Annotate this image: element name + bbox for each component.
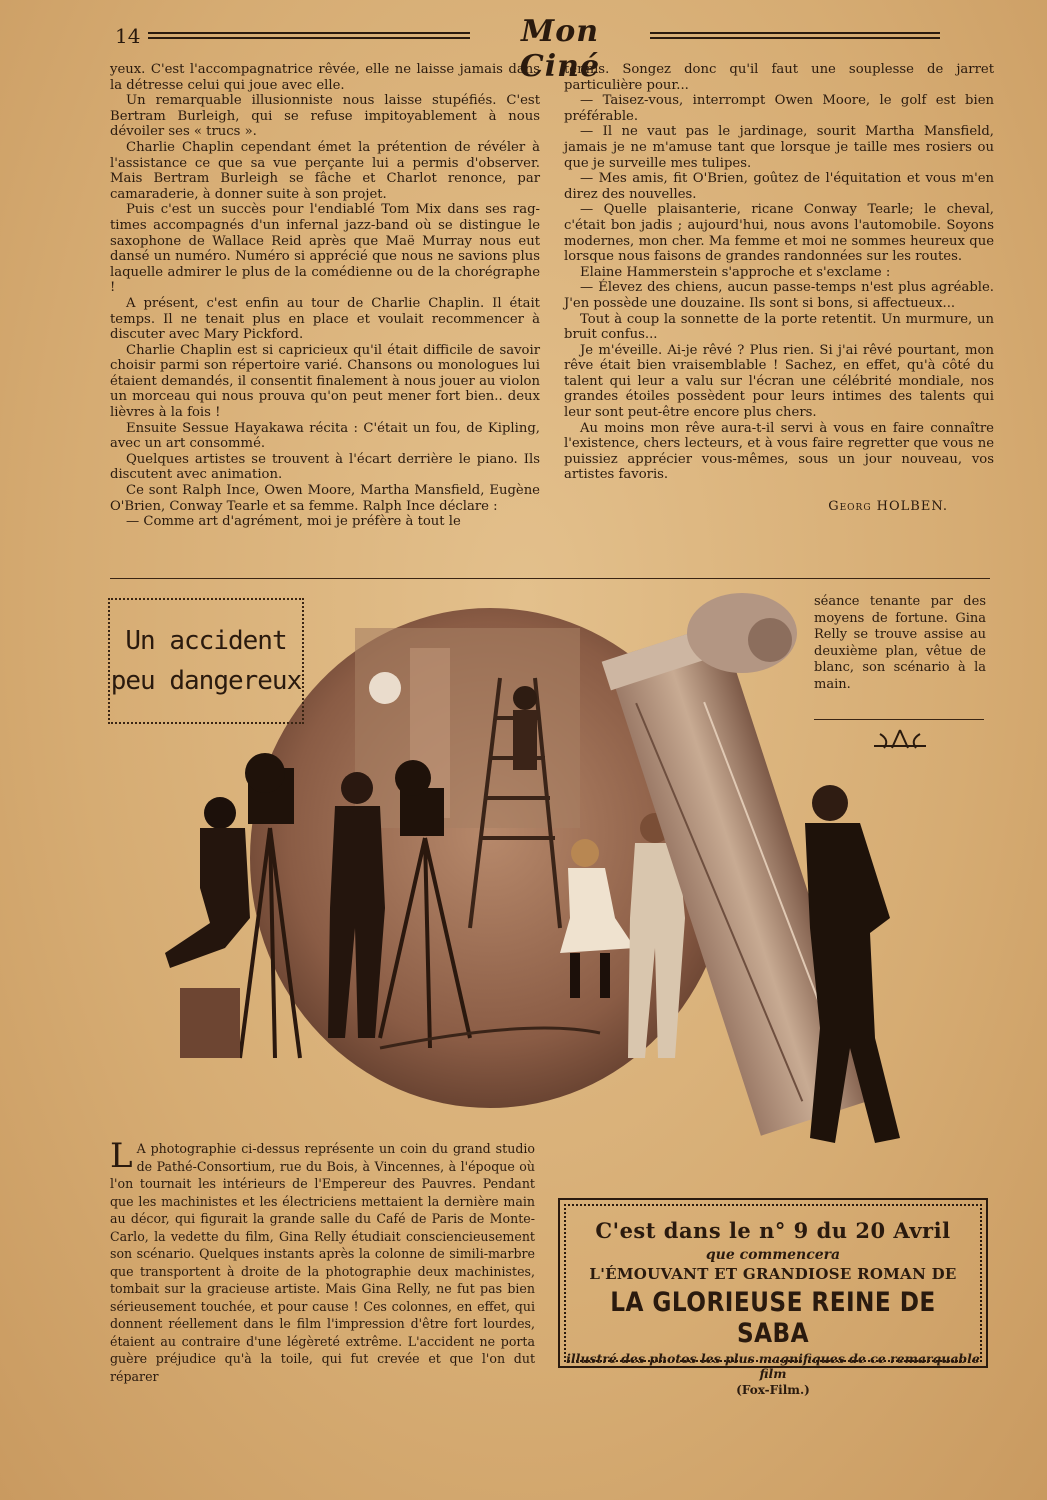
paragraph: — Il ne vaut pas le jardinage, sourit Martha Mansfield, jamais je ne m'amuse tant que lorsque je taille mes rosiers ou que je surveille mes tulipes. (564, 124, 994, 171)
paragraph: — Quelle plaisanterie, ricane Conway Tearle; le cheval, c'était bon jadis ; aujourd'hui, nous avons l'automobile. Soyons modernes, mon cher. Ma femme et moi ne sommes heureux que lorsque nous faisons de grandes randonnées sur les routes. (564, 202, 994, 265)
paragraph: Un remarquable illusionniste nous laisse stupéfiés. C'est Bertram Burleigh, qui se refuse impitoyablement à nous dévoiler ses « trucs ». (110, 93, 540, 140)
article-column-2 (564, 62, 994, 515)
paragraph: Puis c'est un succès pour l'endiablé Tom Mix dans ses rag-times accompagnés d'un infernal jazz-band où se distingue le saxophone de Wallace Reid après que Maë Murray nous eut dansé un numéro. Numéro si apprécié que nous ne savions plus laquelle admirer le plus de la comédienne ou de la chorégraphe ! (110, 202, 540, 296)
paragraph: Ce sont Ralph Ince, Owen Moore, Martha Mansfield, Eugène O'Brien, Conway Tearle et sa femme. Ralph Ince déclare : (110, 483, 540, 514)
paragraph: Charlie Chaplin est si capricieux qu'il était difficile de savoir choisir parmi son répertoire varié. Chansons ou monologues lui étaient demandés, il consentit finalement à nous jouer au violon un morceau qui nous prouva qu'on peut mener fort bien.. deux lièvres à la fois ! (110, 342, 540, 421)
masthead-title: Mon Ciné (519, 14, 601, 84)
photo-side-caption: séance tenante par des moyens de fortune. Gina Relly se trouve assise au deuxième plan, vêtue de blanc, son scénario à la main. (814, 594, 986, 692)
announcement-description: illustré des photos les plus magnifiques de ce remarquable film (566, 1351, 980, 1381)
paragraph: tennis. Songez donc qu'il faut une souplesse de jarret particulière pour... (564, 62, 994, 93)
article-column-1 (110, 62, 540, 530)
caption-rule (814, 719, 984, 720)
feature-title-box (108, 598, 304, 724)
section-divider (110, 578, 990, 579)
paragraph: — Taisez-vous, interrompt Owen Moore, le golf est bien préférable. (564, 93, 994, 124)
paragraph: — Mes amis, fit O'Brien, goûtez de l'équitation et vous m'en direz des nouvelles. (564, 171, 994, 202)
paragraph: — Comme art d'agrément, moi je préfère à tout le (126, 514, 461, 530)
paragraph: yeux. C'est l'accompagnatrice rêvée, elle ne laisse jamais dans la détresse celui qui joue avec elle. (110, 62, 540, 93)
flourish-ornament-icon (870, 726, 930, 752)
paragraph: Je m'éveille. Ai-je rêvé ? Plus rien. Si j'ai rêvé pourtant, mon rêve était bien vraisemblable ! Sachez, en effet, qu'à côté du talent qui leur a valu sur l'écran une célébrité mondiale, nos grandes étoiles possèdent pour leurs intimes des talents qui leur sont peut-être encore plus chers. (564, 342, 994, 421)
paragraph: — Élevez des chiens, aucun passe-temps n'est plus agréable. J'en possède une douzaine. Ils sont si bons, si affectueux... (564, 280, 994, 311)
announcement-studio: (Fox-Film.) (736, 1383, 810, 1397)
feature-title-line-1: Un accident (125, 626, 287, 656)
announcement-title: LA GLORIEUSE REINE DE SABA (610, 1287, 936, 1349)
paragraph: Quelques artistes se trouvent à l'écart derrière le piano. Ils discutent avec animation. (110, 451, 540, 483)
announcement-box (558, 1198, 988, 1397)
header-rule-right (650, 32, 940, 39)
feature-body: A photographie ci-dessus représente un coin du grand studio de Pathé-Consortium, rue du Bois, à Vincennes, à l'époque où l'on tournait les intérieurs de l'Empereur des Pauvres. Pendant que les machinistes et les électriciens mettaient la dernière main au décor, qui figurait la grande salle du Café de Paris de Monte-Carlo, la vedette du film, Gina Relly étudiait consciencieusement son scénario. Quelques instants après la colonne de simili-marbre que transportent à droite de la photographie deux machinistes, tombait sur la gracieuse artiste. Mais Gina Relly, ne fut pas bien sérieusement touchée, et pour cause ! Ces colonnes, en effet, qui donnent réellement dans le film l'impression d'être fort lourdes, étaient au contraire d'une légèreté extrême. L'accident ne porta guère préjudice qu'à la toile, qui fut crevée et que l'on dut réparer (110, 1141, 535, 1384)
announcement-start: que commencera (705, 1247, 841, 1263)
feature-title-line-2: peu dangereux (110, 666, 302, 696)
paragraph: Tout à coup la sonnette de la porte retentit. Un murmure, un bruit confus... (564, 311, 994, 343)
paragraph: Au moins mon rêve aura-t-il servi à vous en faire connaître l'existence, chers lecteurs, et à vous faire regretter que vous ne puissiez apprécier vous-mêmes, sous un jour nouveau, vos artistes favoris. (564, 420, 994, 483)
announcement-subtitle: L'ÉMOUVANT ET GRANDIOSE ROMAN DE (589, 1265, 957, 1283)
feature-caption-text (110, 1136, 535, 1385)
header-rule-left (148, 32, 470, 39)
announcement-inner (564, 1204, 982, 1397)
page-number: 14 (115, 24, 141, 48)
paragraph: A présent, c'est enfin au tour de Charlie Chaplin. Il était temps. Il ne tenait plus en place et voulait recommencer à discuter avec Mary Pickford. (110, 295, 540, 343)
paragraph: Charlie Chaplin cependant émet la prétention de révéler à l'assistance ce que sa vue perçante lui a permis d'observer. Mais Bertram Burleigh se fâche et Charlot renonce, par camaraderie, à donner suite à son projet. (110, 139, 540, 202)
author-signature: Georg HOLBEN. (828, 499, 948, 515)
paragraph: Elaine Hammerstein s'approche et s'exclame : (580, 264, 891, 280)
paragraph: Ensuite Sessue Hayakawa récita : C'était un fou, de Kipling, avec un art consommé. (110, 420, 540, 452)
announcement-issue: C'est dans le n° 9 du 20 Avril (595, 1218, 951, 1243)
drop-cap: L (110, 1136, 133, 1176)
